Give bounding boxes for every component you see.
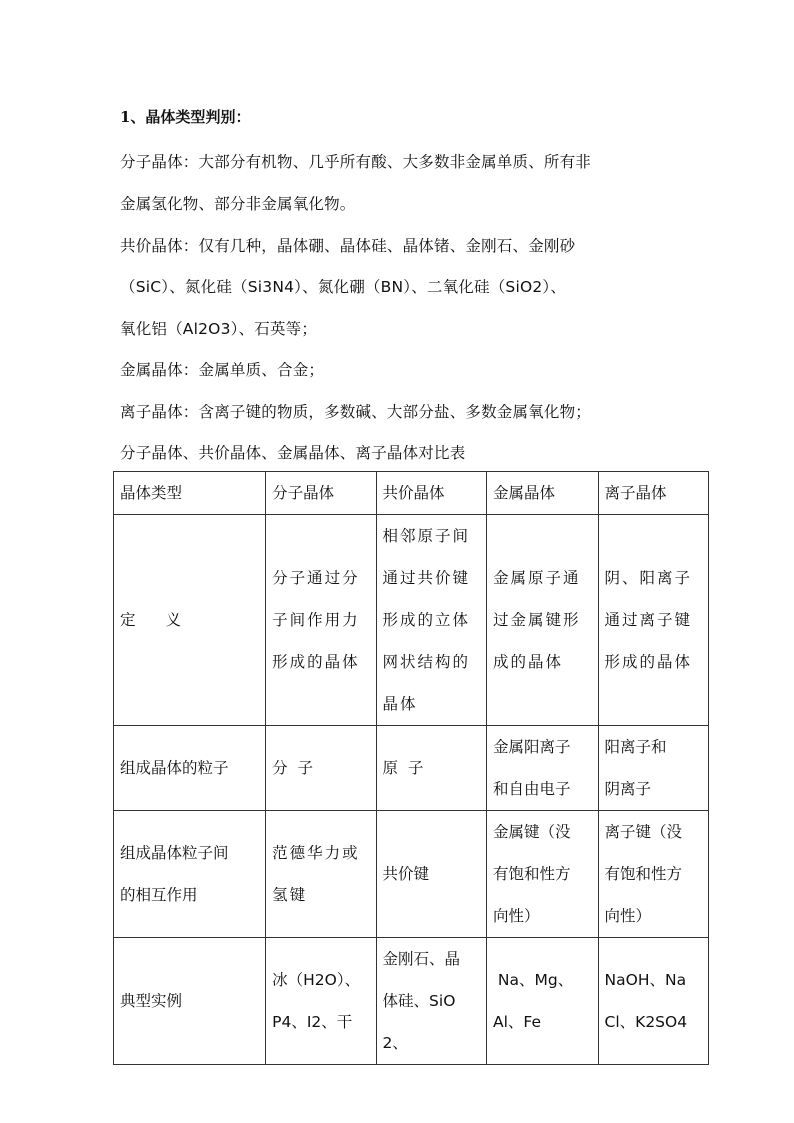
table-cell: 阴、阳离子 通过离子键 形成的晶体 (598, 515, 708, 726)
table-cell: 金刚石、晶 体硅、SiO2、 (376, 938, 486, 1065)
paragraph-line: 金属晶体：金属单质、合金； (120, 361, 325, 379)
table-cell: 金属阳离子 和自由电子 (486, 726, 598, 811)
row-label-part: 义 (165, 611, 182, 629)
table-cell: 相邻原子间 通过共价键 形成的立体 网状结构的 晶体 (376, 515, 486, 726)
row-label-part: 定 (120, 611, 136, 629)
table-caption: 分子晶体、共价晶体、金属晶体、离子晶体对比表 (120, 444, 466, 462)
section-heading: 1、晶体类型判别： (120, 108, 251, 126)
table-cell: 金属原子通 过金属键形 成的晶体 (486, 515, 598, 726)
table-cell: 离子键（没 有饱和性方 向性） (598, 811, 708, 938)
table-row (114, 938, 709, 1065)
table-cell: 冰（H2O）、 P4、I2、干 (266, 938, 376, 1065)
table-header-cell: 晶体类型 (114, 472, 266, 515)
row-label: 组成晶体粒子间 的相互作用 (114, 811, 266, 938)
table-cell: 金属键（没 有饱和性方 向性） (486, 811, 598, 938)
paragraph-line: 共价晶体：仅有几种，晶体硼、晶体硅、晶体锗、金刚石、金刚砂 (120, 237, 576, 255)
table-cell: NaOH、Na Cl、K2SO4 (598, 938, 708, 1065)
table-cell: 分 子 (266, 726, 376, 811)
paragraph-line: 离子晶体：含离子键的物质，多数碱、大部分盐、多数金属氧化物； (120, 403, 592, 421)
table-header-row (114, 472, 709, 515)
paragraph-line: （SiC）、氮化硅（Si3N4）、氮化硼（BN）、二氧化硅（SiO2）、 (120, 278, 567, 296)
table-header-cell: 共价晶体 (376, 472, 486, 515)
row-label-definition (114, 515, 266, 726)
comparison-table (113, 471, 709, 1065)
paragraph-line: 氧化铝（Al2O3）、石英等； (120, 320, 318, 338)
table-header-cell: 分子晶体 (266, 472, 376, 515)
row-label: 典型实例 (114, 938, 266, 1065)
row-label: 组成晶体的粒子 (114, 726, 266, 811)
table-cell: 共价键 (376, 811, 486, 938)
table-cell: 原 子 (376, 726, 486, 811)
table-cell: 分子通过分 子间作用力 形成的晶体 (266, 515, 376, 726)
table-cell: 阳离子和 阴离子 (598, 726, 708, 811)
table-cell: 范德华力或 氢键 (266, 811, 376, 938)
table-header-cell: 金属晶体 (486, 472, 598, 515)
table-header-cell: 离子晶体 (598, 472, 708, 515)
paragraph-line: 分子晶体：大部分有机物、几乎所有酸、大多数非金属单质、所有非 (120, 153, 592, 171)
table-row (114, 811, 709, 938)
table-cell: Na、Mg、 Al、Fe (486, 938, 598, 1065)
table-row (114, 726, 709, 811)
table-row (114, 515, 709, 726)
paragraph-line: 金属氢化物、部分非金属氧化物。 (120, 195, 356, 213)
